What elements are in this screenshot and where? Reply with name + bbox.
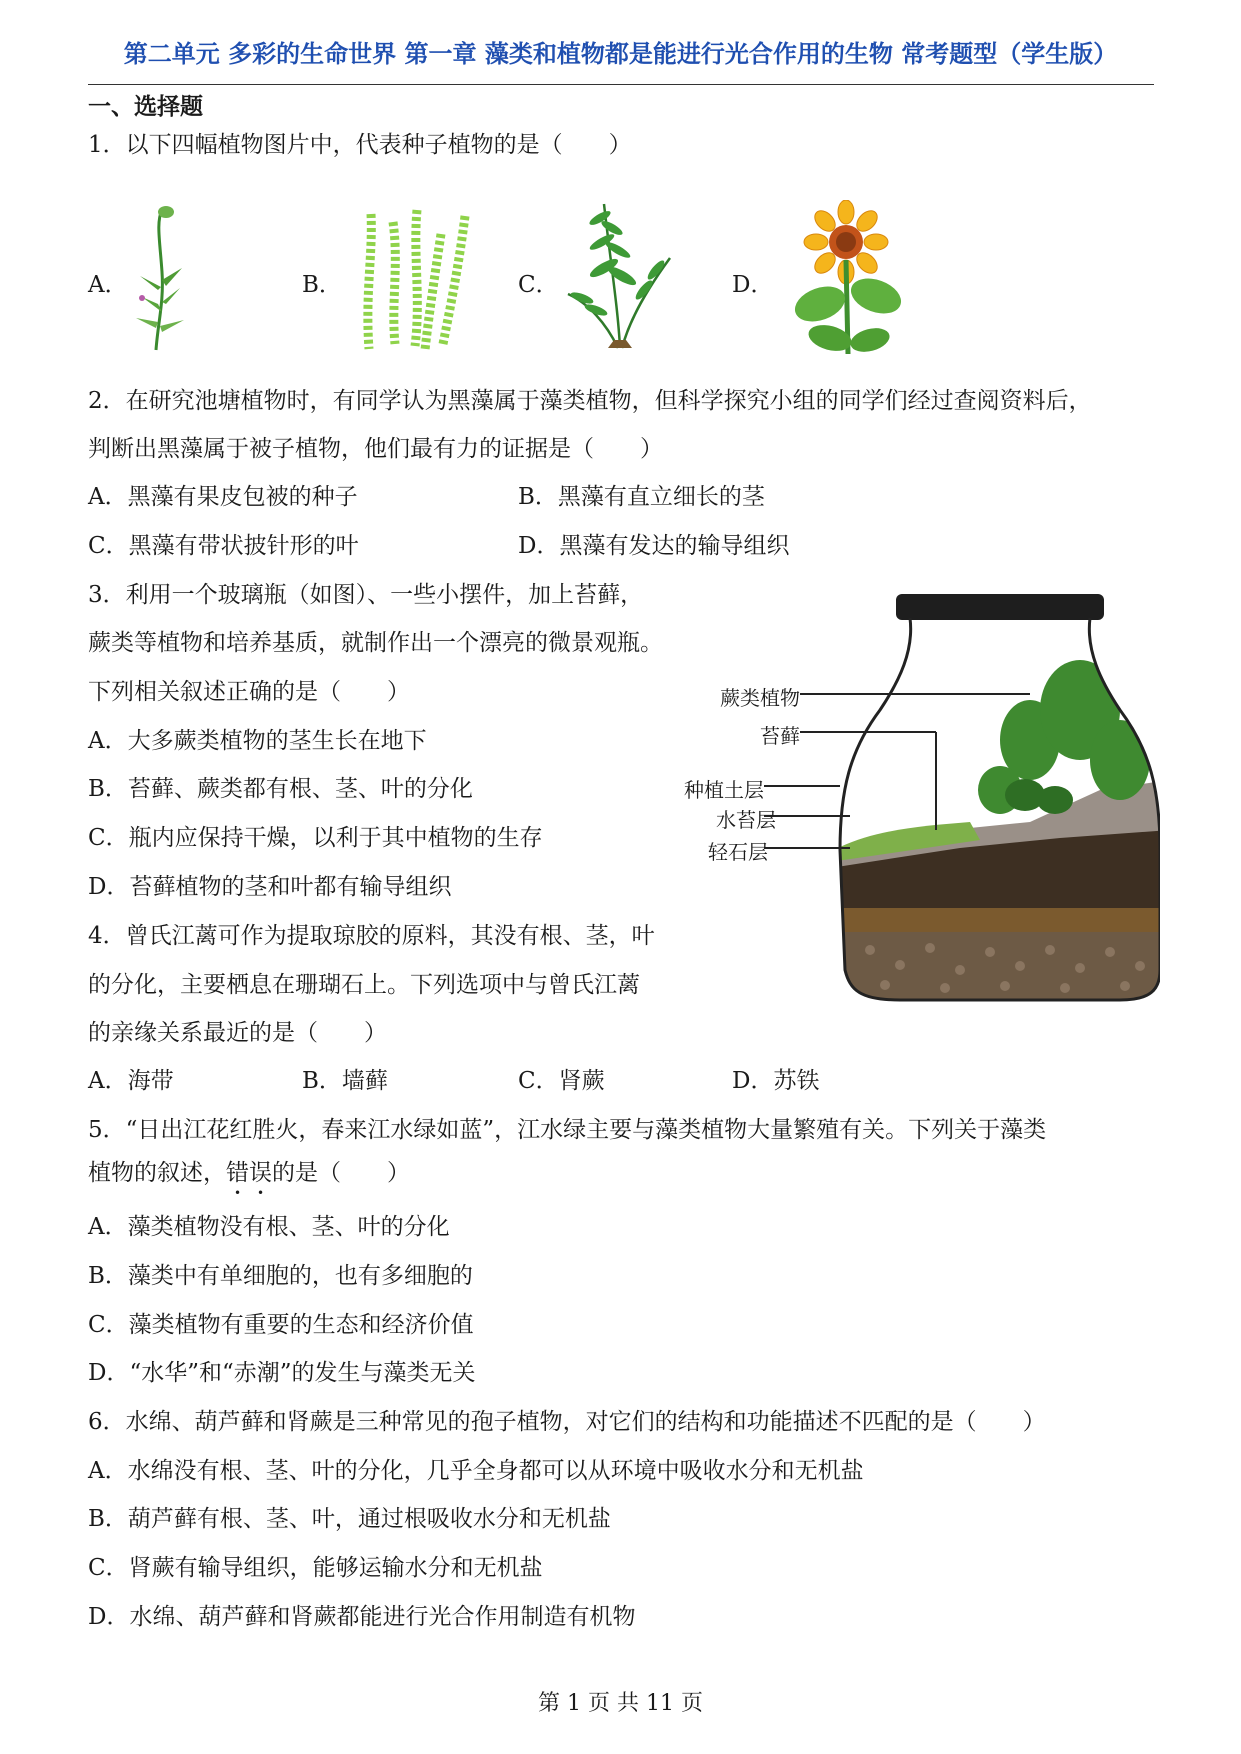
q2-option-b: B．黑藻有直立细长的茎 [518, 484, 765, 510]
question-4-stem-line3: 的亲缘关系最近的是（ ） [88, 1020, 387, 1046]
q1-option-c-label: C． [518, 272, 559, 298]
terrarium-jar-figure [684, 590, 1160, 1010]
q4-option-a: A．海带 [88, 1068, 174, 1094]
spirogyra-alga-image [355, 204, 485, 352]
question-6-stem: 6．水绵、葫芦藓和肾蕨是三种常见的孢子植物，对它们的结构和功能描述不匹配的是（ ） [88, 1409, 1046, 1435]
label-fern: 蕨类植物 [720, 686, 800, 710]
q6-option-b: B．葫芦藓有根、茎、叶，通过根吸收水分和无机盐 [88, 1506, 611, 1532]
label-sphagnum-layer: 水苔层 [716, 808, 776, 832]
q2-option-a: A．黑藻有果皮包被的种子 [88, 484, 358, 510]
q1-option-a-label: A． [88, 272, 128, 298]
q5-stem-post: 的是（ ） [272, 1160, 410, 1186]
question-3-stem-line2: 蕨类等植物和培养基质，就制作出一个漂亮的微景观瓶。 [88, 630, 663, 656]
q3-option-b: B．苔藓、蕨类都有根、茎、叶的分化 [88, 776, 473, 802]
question-2-stem-line2: 判断出黑藻属于被子植物，他们最有力的证据是（ ） [88, 436, 663, 462]
q4-option-b: B．墙藓 [302, 1068, 388, 1094]
q1-option-d-label: D． [732, 272, 774, 298]
q6-option-d: D．水绵、葫芦藓和肾蕨都能进行光合作用制造有机物 [88, 1604, 636, 1630]
q6-option-c: C．肾蕨有输导组织，能够运输水分和无机盐 [88, 1555, 543, 1581]
sunflower-image [790, 200, 910, 356]
page-number: 第 1 页 共 11 页 [538, 1691, 703, 1716]
q5-option-b: B．藻类中有单细胞的，也有多细胞的 [88, 1263, 473, 1289]
question-2-stem-line1: 2．在研究池塘植物时，有同学认为黑藻属于藻类植物，但科学探究小组的同学们经过查阅资料后， [88, 388, 1092, 414]
q4-option-d: D．苏铁 [732, 1068, 820, 1094]
question-1-stem: 1．以下四幅植物图片中，代表种子植物的是（ ） [88, 132, 632, 158]
section-heading: 一、选择题 [88, 94, 203, 120]
question-4-stem-line1: 4．曾氏江蓠可作为提取琼胶的原料，其没有根、茎，叶 [88, 923, 655, 949]
page-title: 第二单元 多彩的生命世界 第一章 藻类和植物都是能进行光合作用的生物 常考题型（学生版） [123, 40, 1118, 68]
q3-option-c: C．瓶内应保持干燥，以利于其中植物的生存 [88, 825, 543, 851]
label-pumice-layer: 轻石层 [708, 840, 768, 864]
q2-option-c: C．黑藻有带状披针形的叶 [88, 533, 359, 559]
question-5-stem-line2 [88, 1158, 410, 1200]
question-5-stem-line1: 5．“日出江花红胜火，春来江水绿如蓝”，江水绿主要与藻类植物大量繁殖有关。下列关于藻类 [88, 1117, 1047, 1143]
header-divider [88, 84, 1154, 85]
q5-option-a: A．藻类植物没有根、茎、叶的分化 [88, 1214, 450, 1240]
q1-option-b-label: B． [302, 272, 342, 298]
moss-plant-image [128, 202, 190, 352]
q5-stem-pre: 植物的叙述， [88, 1160, 226, 1186]
q5-option-d: D．“水华”和“赤潮”的发生与藻类无关 [88, 1360, 476, 1386]
fern-plant-image [560, 198, 680, 354]
q4-option-c: C．肾蕨 [518, 1068, 605, 1094]
label-planting-soil-layer: 种植土层 [684, 778, 764, 802]
question-4-stem-line2: 的分化，主要栖息在珊瑚石上。下列选项中与曾氏江蓠 [88, 972, 640, 998]
question-3-stem-line1: 3．利用一个玻璃瓶（如图）、一些小摆件，加上苔藓， [88, 582, 644, 608]
label-moss: 苔藓 [760, 724, 800, 748]
q5-emphasis-word: 错误 [226, 1160, 272, 1186]
q3-option-d: D．苔藓植物的茎和叶都有输导组织 [88, 874, 452, 900]
question-3-stem-line3: 下列相关叙述正确的是（ ） [88, 679, 410, 705]
q5-option-c: C．藻类植物有重要的生态和经济价值 [88, 1312, 474, 1338]
q6-option-a: A．水绵没有根、茎、叶的分化，几乎全身都可以从环境中吸收水分和无机盐 [88, 1458, 864, 1484]
q3-option-a: A．大多蕨类植物的茎生长在地下 [88, 728, 427, 754]
q2-option-d: D．黑藻有发达的输导组织 [518, 533, 790, 559]
